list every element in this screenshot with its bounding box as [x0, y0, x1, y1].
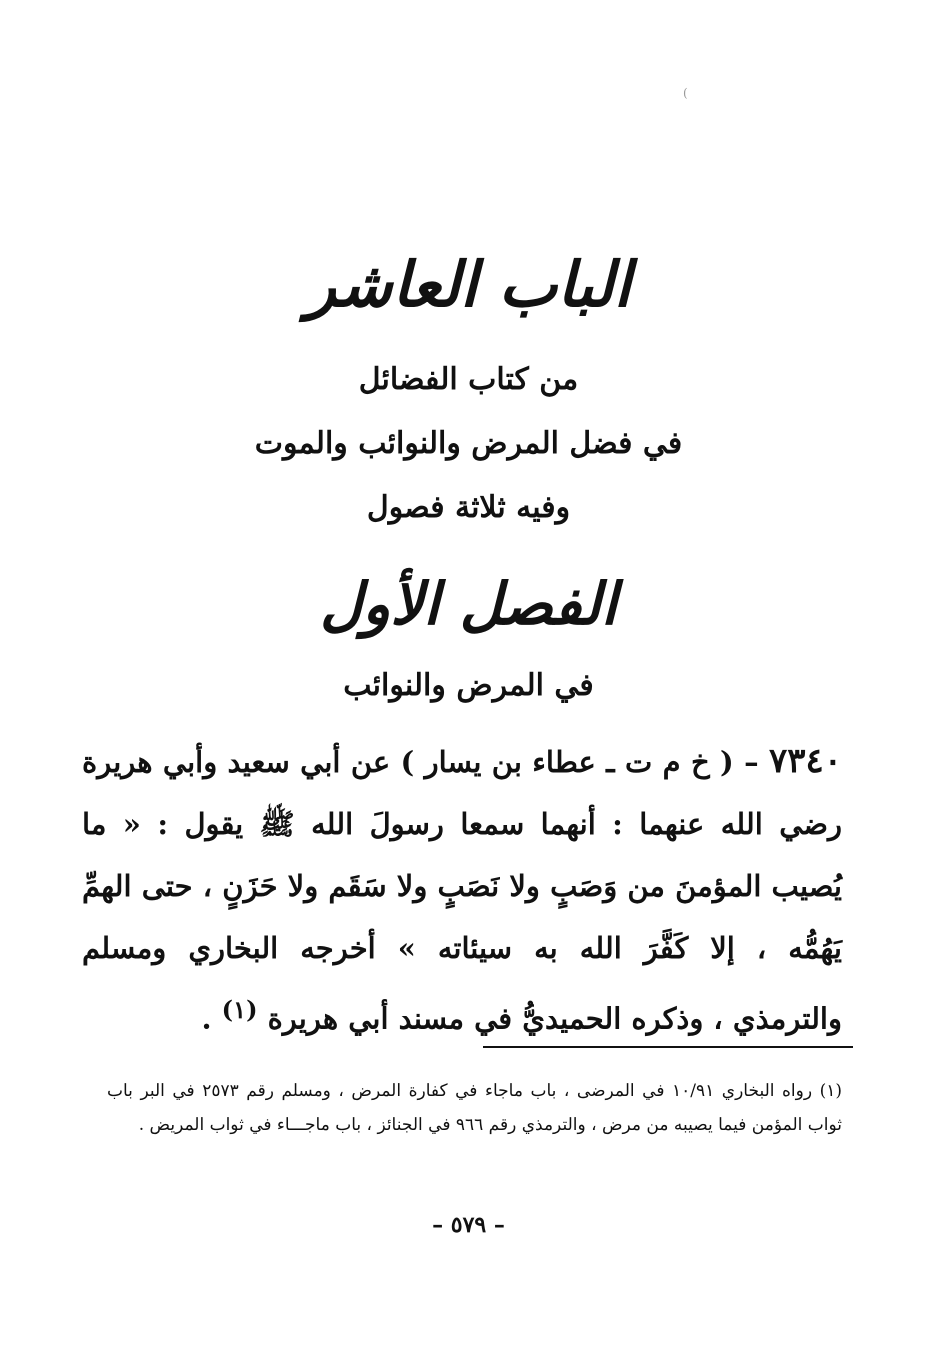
footnote-marker: (١) — [221, 995, 258, 1024]
hadith-text: – ( خ م ت ـ عطاء بن يسار ) عن أبي سعيد وأبي هريرة رضي الله عنهما : أنهما سمعا رسولَ الله ﷺ يقول : « ما يُصيب المؤمنَ من وَصَبٍ ولا نَصَبٍ ولا سَقَم ولا حَزَنٍ ، حتى الهمِّ يَهُمُّه ، إلا كَفَّرَ الله به سيئاته » أخرجه البخاري ومسلم والترمذي ، وذكره الحميديُّ في مسند أبي هريرة — [82, 745, 842, 1036]
scan-speck: ) — [683, 86, 688, 100]
hadith-number: ٧٣٤٠ — [768, 741, 842, 781]
section-subtitle: في المرض والنوائب — [343, 668, 594, 703]
chapter-subtitle-sections: وفيه ثلاثة فصول — [366, 490, 571, 525]
section-title: الفصل الأول — [320, 570, 617, 638]
footnote: (١) رواه البخاري ١٠/٩١ في المرضى ، باب ماجاء في كفارة المرض ، ومسلم رقم ٢٥٧٣ في البر باب ثواب المؤمن فيما يصيبه من مرض ، والترمذي رقم ٩٦٦ في الجنائز ، باب ماجـــاء في ثواب المريض . — [107, 1081, 842, 1135]
chapter-subtitle-topic: في فضل المرض والنوائب والموت — [254, 426, 683, 461]
chapter-title: الباب العاشر — [306, 248, 631, 321]
footnote-divider — [483, 1046, 853, 1048]
hadith-end: . — [201, 1001, 222, 1036]
chapter-subtitle-book: من كتاب الفضائل — [358, 362, 579, 397]
page-number: – ٥٧٩ – — [432, 1212, 505, 1238]
hadith-paragraph — [82, 730, 842, 1050]
